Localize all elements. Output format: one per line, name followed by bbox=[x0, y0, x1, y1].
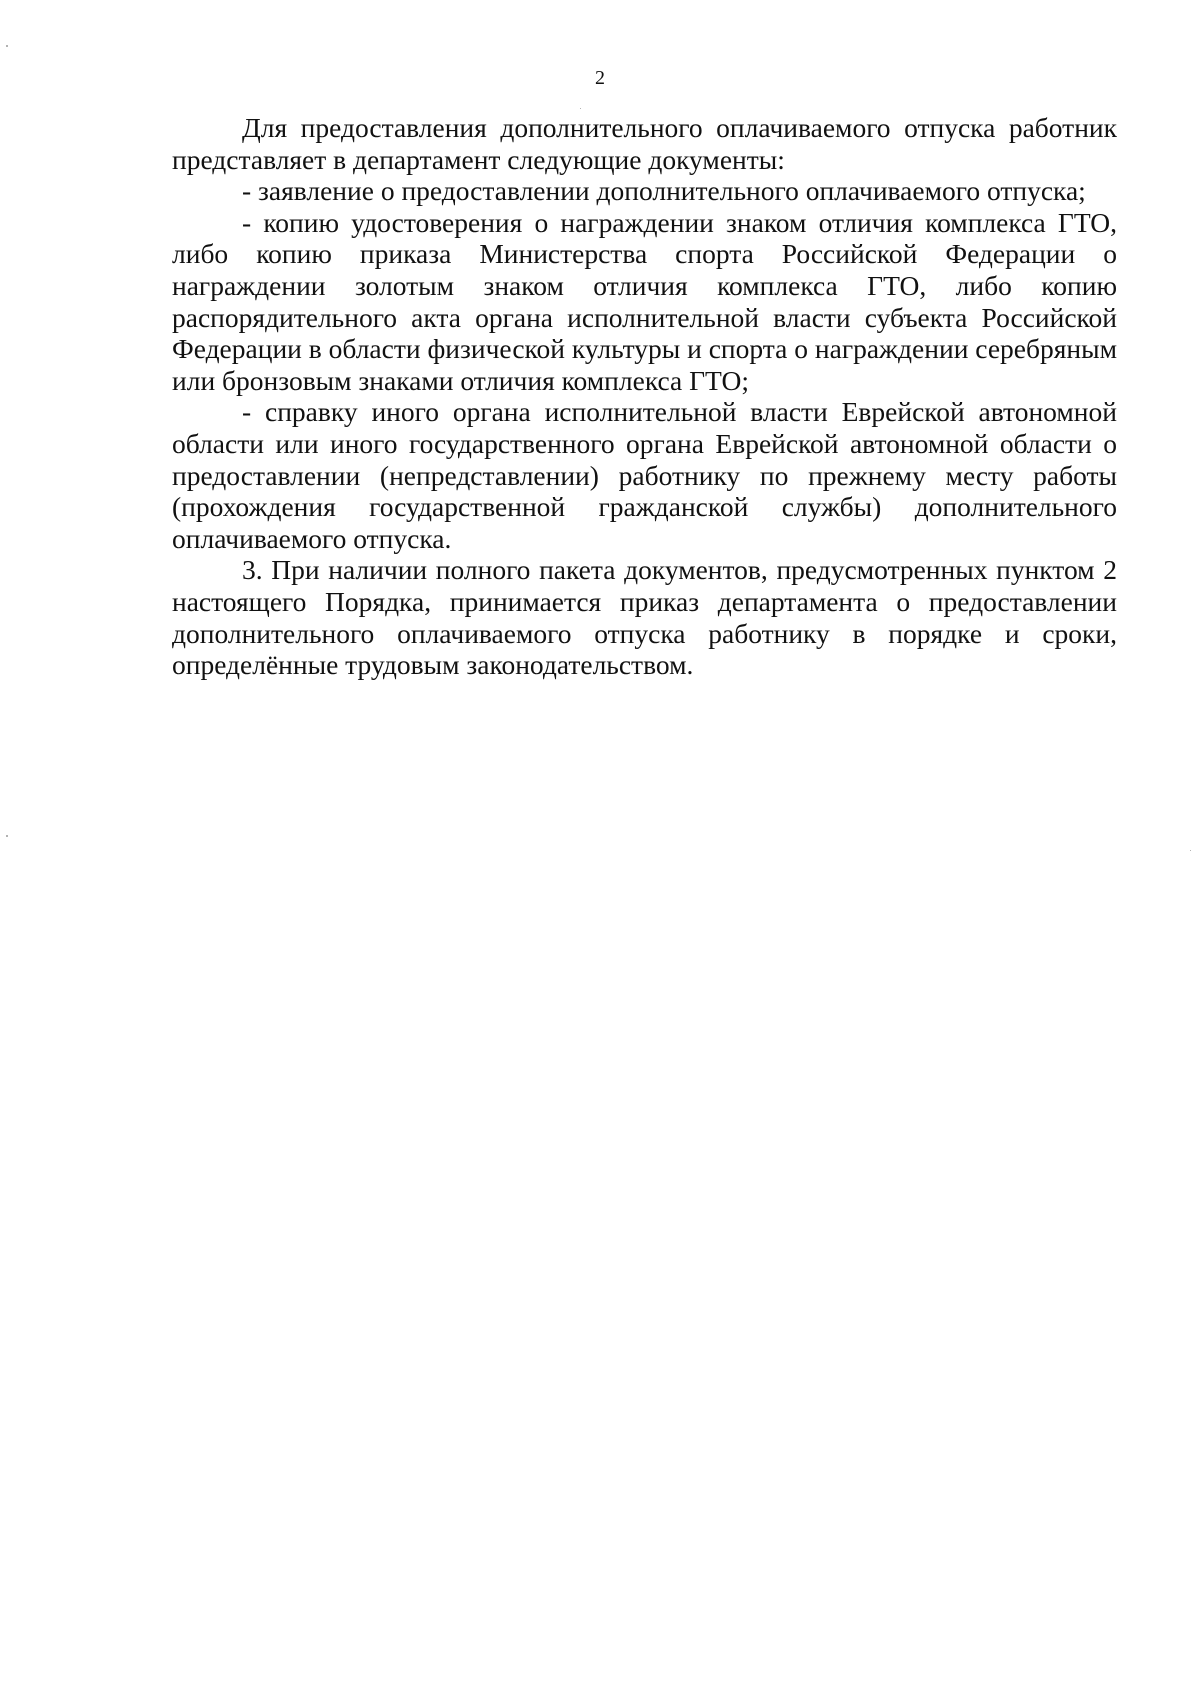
paragraph-application-item: - заявление о предоставлении дополнительного оплачиваемого отпуска; bbox=[242, 175, 1086, 207]
document-body bbox=[172, 112, 1117, 681]
paragraph-reference-item: - справку иного органа исполнительной власти Еврейской автономной области или иного государственного органа Еврейской автономной области о предоставлении (непредставлении) работнику по прежнему месту работы (прохождения государственной гражданской службы) дополнительного оплачиваемого отпуска. bbox=[172, 396, 1117, 554]
paragraph-intro: Для предоставления дополнительного оплачиваемого отпуска работник представляет в департамент следующие документы: bbox=[172, 112, 1117, 175]
scan-speck bbox=[6, 835, 8, 837]
page-number: 2 bbox=[595, 67, 605, 89]
scan-speck bbox=[1190, 850, 1191, 851]
scan-speck bbox=[6, 45, 8, 47]
paragraph-clause-3: 3. При наличии полного пакета документов, предусмотренных пунктом 2 настоящего Порядка, принимается приказ департамента о предоставлении дополнительного оплачиваемого отпуска работнику в порядке и сроки, определённые трудовым законодательством. bbox=[172, 554, 1117, 681]
paragraph-certificate-item: - копию удостоверения о награждении знаком отличия комплекса ГТО, либо копию приказа Министерства спорта Российской Федерации о награждении золотым знаком отличия комплекса ГТО, либо копию распорядительного акта органа исполнительной власти субъекта Российской Федерации в области физической культуры и спорта о награждении серебряным или бронзовым знаками отличия комплекса ГТО; bbox=[172, 206, 1117, 396]
scan-speck bbox=[580, 108, 581, 109]
